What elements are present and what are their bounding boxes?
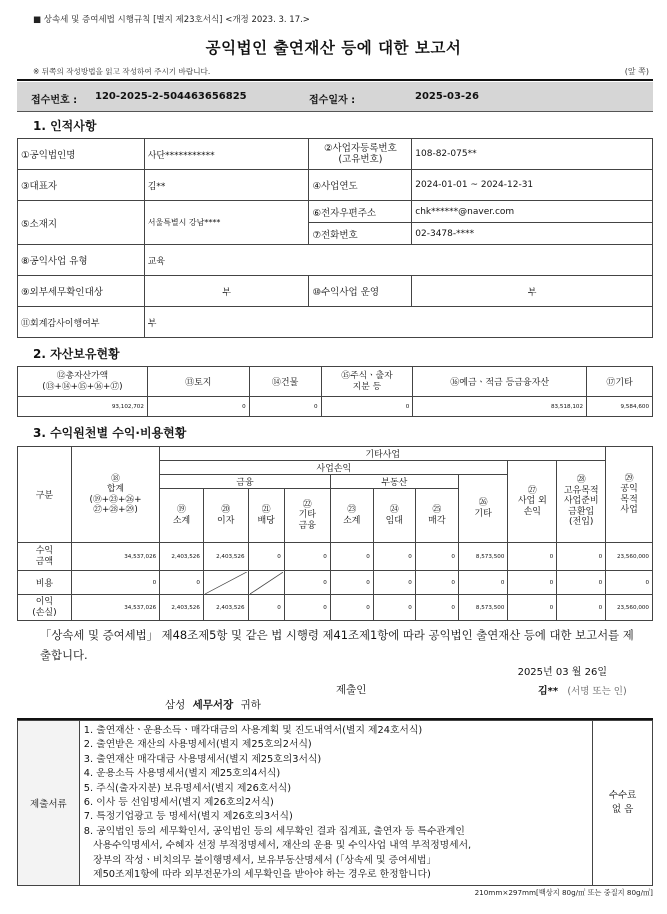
cell: 0: [508, 595, 557, 621]
audit-label: ⑨외부세무확인대상: [18, 276, 145, 307]
other-biz-header: 기타사업: [160, 447, 606, 461]
email-value: chk******@naver.com: [412, 201, 653, 223]
documents-label: 제출서류: [18, 721, 80, 886]
asset-v-stock: 0: [321, 397, 413, 417]
cell: 23,560,000: [606, 543, 653, 571]
asset-v-land: 0: [147, 397, 249, 417]
struck-cell: [203, 571, 248, 595]
cell: 2,403,526: [203, 543, 248, 571]
asset-v-total: 93,102,702: [18, 397, 148, 417]
asset-h-stock: ⑮주식ㆍ출자 지분 등: [321, 367, 413, 397]
cell: 2,403,526: [160, 543, 204, 571]
realestate-header: 부동산: [330, 475, 458, 489]
submit-date: 2025년 03 월 26일: [517, 667, 607, 678]
office-title: 세무서장: [192, 699, 234, 711]
cell: 34,537,026: [71, 595, 159, 621]
receipt-no-label: 접수번호 :: [31, 95, 78, 106]
office-name: 삼성: [165, 699, 186, 711]
cell: 0: [373, 571, 415, 595]
cell: 8,573,500: [458, 543, 508, 571]
documents-table: [17, 720, 653, 886]
asset-v-financial: 83,518,102: [413, 397, 587, 417]
acct-value: 부: [144, 307, 652, 338]
cell: 0: [557, 595, 606, 621]
type-value: 교육: [144, 245, 652, 276]
receipt-date-label: 접수일자 :: [309, 95, 356, 106]
paper-spec: 210mm×297mm[백상지 80g/㎡ 또는 중질지 80g/㎡]: [474, 888, 653, 897]
name-label: ①공익법인명: [18, 139, 145, 170]
asset-h-building: ⑭건물: [249, 367, 321, 397]
asset-h-financial: ⑯예금ㆍ적금 등금융자산: [413, 367, 587, 397]
cell: 0: [458, 571, 508, 595]
col20-header: ⑳ 이자: [203, 489, 248, 543]
cell: 0: [248, 543, 284, 571]
profit-value: 부: [412, 276, 653, 307]
page-side: (앞 쪽): [624, 67, 649, 76]
col23-header: ㉓ 소계: [330, 489, 373, 543]
top-rule: [17, 79, 653, 81]
bizno-label: ②사업자등록번호 (고유번호): [309, 139, 412, 170]
statement-text: 「상속세 및 증여세법」 제48조제5항 및 같은 법 시행령 제41조제1항에 따라 공익법인 출연재산 등에 대한 보고서를 제출합니다.: [40, 628, 634, 662]
cell: 0: [71, 571, 159, 595]
cell: 23,560,000: [606, 595, 653, 621]
sign-note: (서명 또는 인): [567, 686, 627, 697]
asset-h-land: ⑬토지: [147, 367, 249, 397]
rep-label: ③대표자: [18, 170, 145, 201]
cell: 0: [415, 571, 458, 595]
col21-header: ㉑ 배당: [248, 489, 284, 543]
doc-item: 3. 출연재산 매각대금 사용명세서(별지 제25호의3서식): [83, 753, 322, 765]
type-label: ⑧공익사업 유형: [18, 245, 145, 276]
table-row: [18, 595, 653, 621]
section3-title: 3. 수익원천별 수익·비용현황: [33, 426, 187, 440]
doc-item: 8. 공익법인 등의 세무확인서, 공익법인 등의 세무확인 결과 집계표, 출연자 등 특수관계인: [83, 825, 465, 837]
col27-header: ㉗ 사업 외 손익: [508, 461, 557, 543]
col24-header: ㉔ 임대: [373, 489, 415, 543]
asset-h-total: ⑫총자산가액 (⑬+⑭+⑮+⑯+⑰): [18, 367, 148, 397]
doc-item: 장부의 작성ㆍ비치의무 불이행명세서, 보유부동산명세서 (「상속세 및 증여세법」: [83, 854, 437, 866]
cell: 0: [373, 543, 415, 571]
profit-label: ⑩수익사업 운영: [309, 276, 412, 307]
email-label: ⑥전자우편주소: [309, 201, 412, 223]
personal-info-table: [17, 138, 653, 338]
office-tail: 귀하: [240, 699, 261, 711]
cell: 0: [284, 543, 330, 571]
row-income-label: 수익 금액: [18, 543, 72, 571]
asset-table: [17, 366, 653, 417]
col25-header: ㉕ 매각: [415, 489, 458, 543]
asset-v-other: 9,584,600: [587, 397, 653, 417]
section2-title: 2. 자산보유현황: [33, 347, 120, 361]
tax-office: [165, 697, 261, 712]
table-row: [18, 571, 653, 595]
doc-item: 2. 출연받은 재산의 사용명세서(별지 제25호의2서식): [83, 739, 312, 751]
gubun-header: 구분: [18, 447, 72, 543]
submitter-name: 김**: [538, 686, 559, 697]
doc-item: 4. 운용소득 사용명세서(별지 제25호의4서식): [83, 768, 281, 780]
audit-value: 부: [144, 276, 309, 307]
cell: 0: [160, 571, 204, 595]
col26-header: ㉖ 기타: [458, 475, 508, 543]
year-label: ④사업연도: [309, 170, 412, 201]
addr-value: 서울특별시 강남****: [144, 201, 309, 245]
cell: 2,403,526: [203, 595, 248, 621]
instruction-note: ※ 뒤쪽의 작성방법을 읽고 작성하여 주시기 바랍니다.: [33, 67, 211, 76]
cell: 0: [557, 571, 606, 595]
receipt-no-value: 120-2025-2-504463656825: [95, 91, 247, 102]
asset-v-building: 0: [249, 397, 321, 417]
cell: 0: [508, 571, 557, 595]
phone-label: ⑦전화번호: [309, 223, 412, 245]
doc-item: 제50조제1항에 따라 외부전문가의 세무확인을 받아야 하는 경우로 한정합니다): [83, 869, 431, 881]
signature-line: [538, 682, 627, 697]
cell: 0: [373, 595, 415, 621]
cell: 0: [606, 571, 653, 595]
doc-item: 6. 이사 등 선임명세서(별지 제26호의2서식): [83, 797, 274, 809]
receipt-bar: [17, 82, 653, 112]
income-table: [17, 446, 653, 621]
cell: 0: [330, 595, 373, 621]
acct-label: ⑪회계감사이행여부: [18, 307, 145, 338]
col19-header: ⑲ 소계: [160, 489, 204, 543]
documents-list: [79, 721, 592, 886]
cell: 0: [557, 543, 606, 571]
year-value: 2024-01-01 ~ 2024-12-31: [412, 170, 653, 201]
fee-cell: 수수료 없 음: [593, 721, 653, 886]
total-header: ⑱ 합계 (⑲+㉓+㉖+ ㉗+㉘+㉙): [71, 447, 159, 543]
biz-profit-header: 사업손익: [160, 461, 508, 475]
cell: 2,403,526: [160, 595, 204, 621]
rep-value: 김**: [144, 170, 309, 201]
addr-label: ⑤소재지: [18, 201, 145, 245]
cell: 0: [415, 595, 458, 621]
bizno-value: 108-82-075**: [412, 139, 653, 170]
doc-item: 1. 출연재산ㆍ운용소득ㆍ매각대금의 사용계획 및 진도내역서(별지 제24호서식): [83, 725, 423, 736]
table-row: [18, 543, 653, 571]
col29-header: ㉙ 공익 목적 사업: [606, 447, 653, 543]
cell: 0: [284, 595, 330, 621]
cell: 0: [508, 543, 557, 571]
cell: 8,573,500: [458, 595, 508, 621]
phone-value: 02-3478-****: [412, 223, 653, 245]
row-expense-label: 비용: [18, 571, 72, 595]
cell: 0: [330, 571, 373, 595]
submitter-label: 제출인: [336, 684, 367, 696]
row-profit-label: 이익 (손실): [18, 595, 72, 621]
doc-item: 7. 특정기업광고 등 명세서(별지 제26호의3서식): [83, 811, 293, 823]
cell: 0: [330, 543, 373, 571]
doc-item: 5. 주식(출자지분) 보유명세서(별지 제26호서식): [83, 782, 292, 794]
cell: 0: [415, 543, 458, 571]
cell: 0: [248, 595, 284, 621]
page-title: 공익법인 출연재산 등에 대한 보고서: [205, 39, 462, 57]
name-value: 사단***********: [144, 139, 309, 170]
doc-item: 사용수익명세서, 수혜자 선정 부적정명세서, 재산의 운용 및 수익사업 내역 부적정명세서,: [83, 840, 472, 852]
receipt-date-value: 2025-03-26: [415, 91, 479, 102]
finance-header: 금융: [160, 475, 331, 489]
col28-header: ㉘ 고유목적 사업준비 금환입 (전입): [557, 461, 606, 543]
col22-header: ㉒ 기타 금융: [284, 489, 330, 543]
form-reference: ■ 상속세 및 증여세법 시행규칙 [별지 제23호서식] <개정 2023. 3. 17.>: [33, 15, 310, 25]
section1-title: 1. 인적사항: [33, 119, 97, 133]
cell: 0: [284, 571, 330, 595]
asset-h-other: ⑰기타: [587, 367, 653, 397]
struck-cell: [248, 571, 284, 595]
cell: 34,537,026: [71, 543, 159, 571]
